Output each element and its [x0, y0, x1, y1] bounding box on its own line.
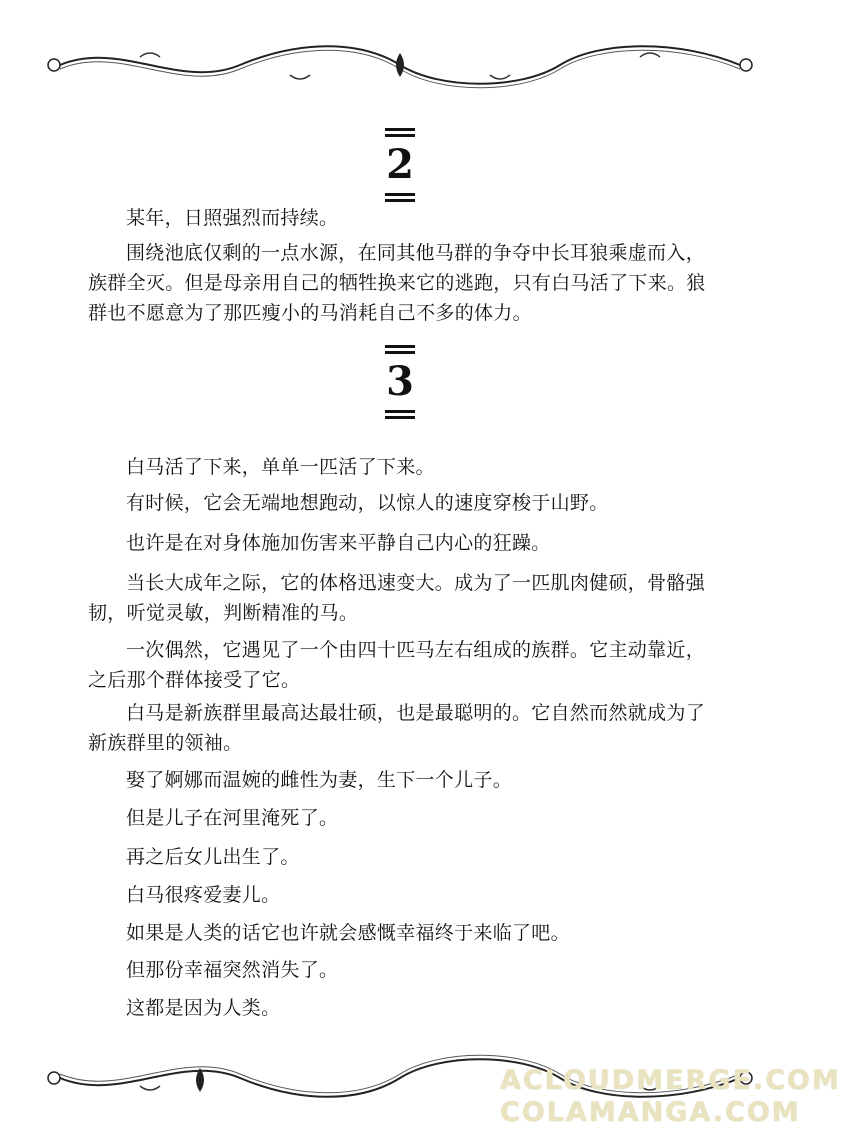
top-ornament-border	[40, 35, 760, 95]
paragraph: 当长大成年之际，它的体格迅速变大。成为了一匹肌肉健硕，骨骼强韧，听觉灵敏，判断精准的马。	[88, 572, 706, 624]
paragraph: 娶了婀娜而温婉的雌性为妻，生下一个儿子。	[126, 769, 513, 791]
chapter-heading-2	[350, 128, 450, 205]
heading-rule	[385, 134, 415, 137]
heading-rule	[385, 410, 415, 413]
heading-rule	[385, 128, 415, 131]
paragraph: 有时候，它会无端地想跑动，以惊人的速度穿梭于山野。	[126, 492, 609, 514]
chapter-heading-3	[350, 345, 450, 422]
paragraph: 也许是在对身体施加伤害来平静自己内心的狂躁。	[126, 532, 551, 554]
heading-rule	[385, 345, 415, 348]
heading-rule	[385, 193, 415, 196]
paragraph: 再之后女儿出生了。	[126, 846, 300, 868]
paragraph: 但是儿子在河里淹死了。	[126, 807, 339, 829]
paragraph: 某年，日照强烈而持续。	[126, 207, 339, 229]
paragraph: 白马活了下来，单单一匹活了下来。	[126, 456, 435, 478]
paragraph: 一次偶然，它遇见了一个由四十匹马左右组成的族群。它主动靠近，之后那个群体接受了它。	[88, 639, 706, 691]
watermark-line-1: ACLOUDMERGE.COM	[500, 1065, 841, 1096]
heading-rule	[385, 199, 415, 202]
paragraph: 但那份幸福突然消失了。	[126, 959, 339, 981]
paragraph: 围绕池底仅剩的一点水源，在同其他马群的争夺中长耳狼乘虚而入，族群全灭。但是母亲用自己的牺牲换来它的逃跑，只有白马活了下来。狼群也不愿意为了那匹瘦小的马消耗自己不多的体力。	[88, 242, 706, 324]
heading-rule	[385, 351, 415, 354]
heading-rule	[385, 416, 415, 419]
chapter-number: 3	[386, 358, 414, 405]
paragraph: 这都是因为人类。	[126, 997, 281, 1019]
chapter-number: 2	[386, 141, 414, 188]
watermark-line-2: COLAMANGA.COM	[500, 1097, 801, 1128]
paragraph: 白马是新族群里最高达最壮硕，也是最聪明的。它自然而然就成为了新族群里的领袖。	[88, 702, 706, 754]
paragraph: 如果是人类的话它也许就会感慨幸福终于来临了吧。	[126, 922, 570, 944]
paragraph: 白马很疼爱妻儿。	[126, 884, 281, 906]
